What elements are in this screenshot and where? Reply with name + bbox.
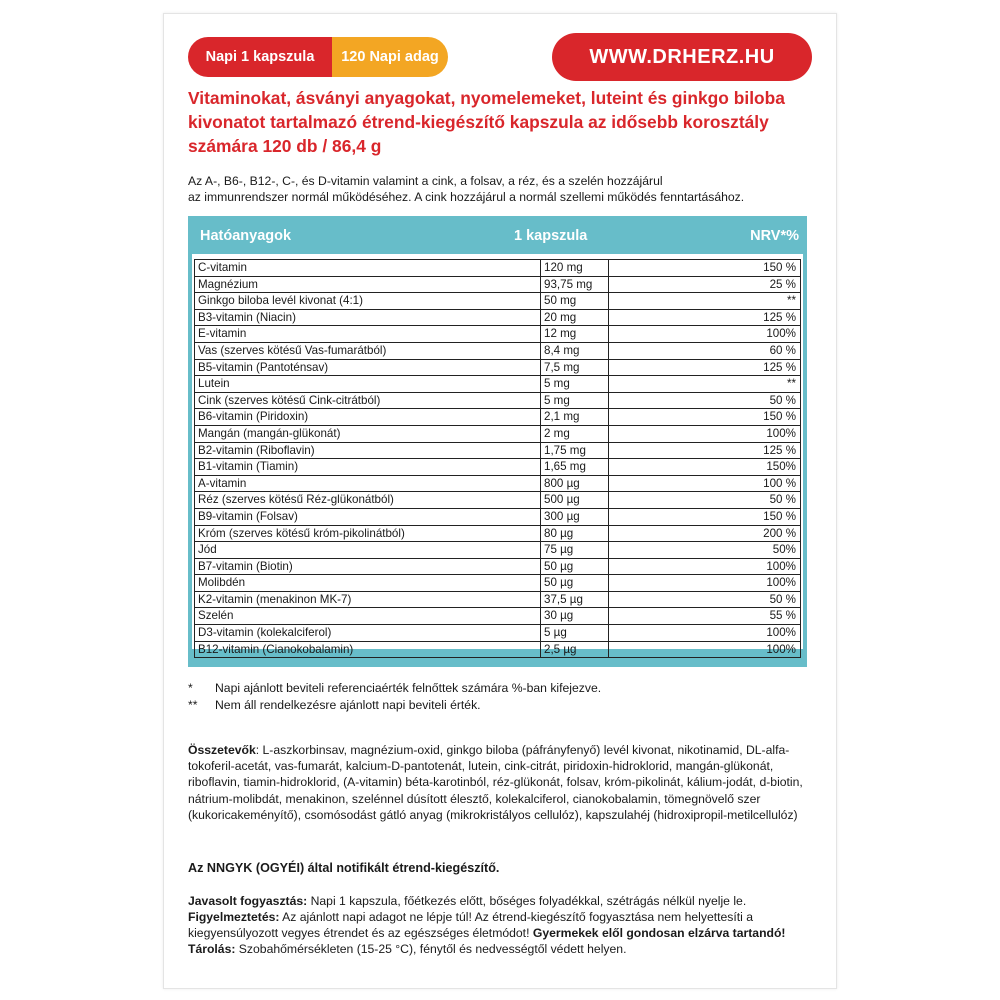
nutrient-name: B5-vitamin (Pantoténsav) — [195, 360, 541, 376]
amount-per-capsule: 50 µg — [541, 559, 609, 575]
nrv-percent: 150% — [766, 460, 796, 474]
intro-line-1: Az A-, B6-, B12-, C-, és D-vitamin valamint a cink, a folsav, a réz, és a szelén hozzájárul — [188, 174, 663, 188]
table-header — [192, 220, 803, 254]
nrv-percent: 60 % — [769, 343, 796, 357]
nutrient-name: B3-vitamin (Niacin) — [195, 310, 541, 326]
nrv-percent: 100% — [766, 327, 796, 341]
header-ingredients: Hatóanyagok — [200, 228, 292, 244]
table-body — [194, 259, 801, 658]
nutrient-name: A-vitamin — [195, 476, 541, 492]
nutrient-name: K2-vitamin (menakinon MK-7) — [195, 592, 541, 608]
nrv-percent: 55 % — [769, 609, 796, 623]
nutrient-name: B7-vitamin (Biotin) — [195, 559, 541, 575]
nrv-percent: 100% — [766, 626, 796, 640]
table-row — [195, 458, 800, 475]
nrv-percent: 150 % — [763, 410, 796, 424]
nutrient-name: B12-vitamin (Cianokobalamin) — [195, 642, 541, 658]
nrv-percent: 200 % — [763, 526, 796, 540]
nrv-percent: ** — [786, 294, 796, 308]
amount-per-capsule: 800 µg — [541, 476, 609, 492]
table-row — [195, 591, 800, 608]
table-row — [195, 292, 800, 309]
table-row — [195, 624, 800, 641]
amount-per-capsule: 30 µg — [541, 608, 609, 624]
amount-per-capsule: 2 mg — [541, 426, 609, 442]
table-row — [195, 342, 800, 359]
amount-per-capsule: 300 µg — [541, 509, 609, 525]
nrv-percent: 100% — [766, 576, 796, 590]
nrv-percent: 100% — [766, 642, 796, 656]
amount-per-capsule: 37,5 µg — [541, 592, 609, 608]
table-row — [195, 260, 800, 276]
nutrient-table — [188, 216, 807, 667]
amount-per-capsule: 5 mg — [541, 376, 609, 392]
nrv-percent: 150 % — [763, 509, 796, 523]
amount-per-capsule: 1,75 mg — [541, 443, 609, 459]
amount-per-capsule: 2,1 mg — [541, 409, 609, 425]
table-row — [195, 442, 800, 459]
nutrient-name: Szelén — [195, 608, 541, 624]
amount-per-capsule: 8,4 mg — [541, 343, 609, 359]
amount-per-capsule: 500 µg — [541, 492, 609, 508]
nrv-percent: 100% — [766, 559, 796, 573]
table-row — [195, 541, 800, 558]
nrv-percent: 150 % — [763, 261, 796, 274]
children-warning: Gyermekek elől gondosan elzárva tartandó! — [532, 926, 786, 940]
table-row — [195, 309, 800, 326]
amount-per-capsule: 80 µg — [541, 526, 609, 542]
nutrient-name: B2-vitamin (Riboflavin) — [195, 443, 541, 459]
ingredients-text: : L-aszkorbinsav, magnézium-oxid, ginkgo biloba (páfrányfenyő) levél kivonat, nikotinamid, DL-alfa-tokoferil-acetát, vas-fumarát, kalcium-D-pantotenát, lutein, cink-citrát, piridoxin-hidroklorid, mangán-glükonát, riboflavin, tiamin-hidroklorid, (A-vitamin) béta-karotinból, réz-glükonát, folsav, króm-pikolinát, kálium-jodát, d-biotin, nátrium-molibdát, menakinon, szelénnel dúsított élesztő, kolekalciferol, cianokobalamin, tömegnövelő szer (kukoricakeményítő), csomósodást gátló anyag (mikrokristályos cellulóz), kapszulahéj (hidroxipropil-metilcellulóz) — [188, 743, 803, 822]
daily-doses-badge: 120 Napi adag — [332, 37, 448, 77]
nutrient-name: C-vitamin — [195, 260, 541, 276]
table-row — [195, 607, 800, 624]
amount-per-capsule: 12 mg — [541, 326, 609, 342]
table-row — [195, 508, 800, 525]
amount-per-capsule: 1,65 mg — [541, 459, 609, 475]
intro-line-2: az immunrendszer normál működéséhez. A cink hozzájárul a normál szellemi működés fenntartásához. — [188, 190, 745, 204]
website-url-badge[interactable]: WWW.DRHERZ.HU — [552, 33, 812, 81]
nrv-percent: 100% — [766, 426, 796, 440]
table-row — [195, 375, 800, 392]
ingredients-paragraph — [188, 742, 818, 823]
nrv-percent: 50% — [772, 543, 796, 557]
header-per-capsule: 1 kapszula — [514, 228, 588, 244]
table-row — [195, 359, 800, 376]
nutrient-name: D3-vitamin (kolekalciferol) — [195, 625, 541, 641]
usage-paragraph — [188, 893, 818, 957]
footnotes — [188, 680, 601, 714]
notification-statement: Az NNGYK (OGYÉI) által notifikált étrend-kiegészítő. — [188, 861, 500, 875]
nutrient-name: Króm (szerves kötésű króm-pikolinátból) — [195, 526, 541, 542]
table-row — [195, 641, 800, 658]
amount-per-capsule: 2,5 µg — [541, 642, 609, 658]
dosage-pill — [188, 37, 448, 77]
footnote: ** Nem áll rendelkezésre ajánlott napi beviteli érték. — [188, 698, 481, 712]
nutrient-name: E-vitamin — [195, 326, 541, 342]
nutrient-name: Cink (szerves kötésű Cink-citrátból) — [195, 393, 541, 409]
amount-per-capsule: 5 mg — [541, 393, 609, 409]
nutrient-name: B6-vitamin (Piridoxin) — [195, 409, 541, 425]
nutrient-name: Vas (szerves kötésű Vas-fumarátból) — [195, 343, 541, 359]
table-row — [195, 558, 800, 575]
nutrient-name: Ginkgo biloba levél kivonat (4:1) — [195, 293, 541, 309]
nutrient-name: Molibdén — [195, 575, 541, 591]
table-row — [195, 475, 800, 492]
nrv-percent: 50 % — [769, 393, 796, 407]
table-row — [195, 491, 800, 508]
nrv-percent: ** — [786, 377, 796, 391]
product-title: Vitaminokat, ásványi anyagokat, nyomelemeket, luteint és ginkgo biloba kivonatot tartalmazó étrend-kiegészítő kapszula az idősebb korosztály számára 120 db / 86,4 g — [188, 88, 785, 156]
amount-per-capsule: 75 µg — [541, 542, 609, 558]
nutrient-name: B1-vitamin (Tiamin) — [195, 459, 541, 475]
nrv-percent: 125 % — [763, 443, 796, 457]
nutrient-name: Magnézium — [195, 277, 541, 293]
nutrient-name: B9-vitamin (Folsav) — [195, 509, 541, 525]
warning-label: Figyelmeztetés: — [188, 910, 280, 924]
warning-text: Az ajánlott napi adagot ne lépje túl! Az étrend-kiegészítő fogyasztása nem helyettesíti a kiegyensúlyozott vegyes étrendet és az egészséges életmódot! — [188, 910, 754, 940]
table-row — [195, 525, 800, 542]
nutrient-name: Réz (szerves kötésű Réz-glükonátból) — [195, 492, 541, 508]
amount-per-capsule: 20 mg — [541, 310, 609, 326]
daily-capsule-badge: Napi 1 kapszula — [188, 37, 332, 77]
header-nrv: NRV*% — [750, 228, 799, 244]
nutrient-name: Mangán (mangán-glükonát) — [195, 426, 541, 442]
nrv-percent: 50 % — [769, 493, 796, 507]
usage-label: Javasolt fogyasztás: — [188, 894, 308, 908]
table-row — [195, 574, 800, 591]
table-row — [195, 325, 800, 342]
nutrient-name: Jód — [195, 542, 541, 558]
table-row — [195, 392, 800, 409]
amount-per-capsule: 5 µg — [541, 625, 609, 641]
table-row — [195, 408, 800, 425]
amount-per-capsule: 50 µg — [541, 575, 609, 591]
amount-per-capsule: 93,75 mg — [541, 277, 609, 293]
amount-per-capsule: 50 mg — [541, 293, 609, 309]
nutrient-name: Lutein — [195, 376, 541, 392]
nrv-percent: 50 % — [769, 592, 796, 606]
storage-label: Tárolás: — [188, 942, 236, 956]
table-row — [195, 425, 800, 442]
nrv-percent: 25 % — [769, 277, 796, 291]
ingredients-label: Összetevők — [188, 743, 256, 757]
storage-text: Szobahőmérsékleten (15-25 °C), fénytől és nedvességtől védett helyen. — [235, 942, 627, 956]
nrv-percent: 125 % — [763, 310, 796, 324]
amount-per-capsule: 7,5 mg — [541, 360, 609, 376]
intro-text — [188, 173, 818, 205]
table-row — [195, 276, 800, 293]
nrv-percent: 100 % — [763, 476, 796, 490]
nrv-percent: 125 % — [763, 360, 796, 374]
footnote: * Napi ajánlott beviteli referenciaérték felnőttek számára %-ban kifejezve. — [188, 681, 602, 695]
usage-text: Napi 1 kapszula, főétkezés előtt, bőséges folyadékkal, szétrágás nélkül nyelje le. — [307, 894, 747, 908]
amount-per-capsule: 120 mg — [541, 260, 609, 276]
